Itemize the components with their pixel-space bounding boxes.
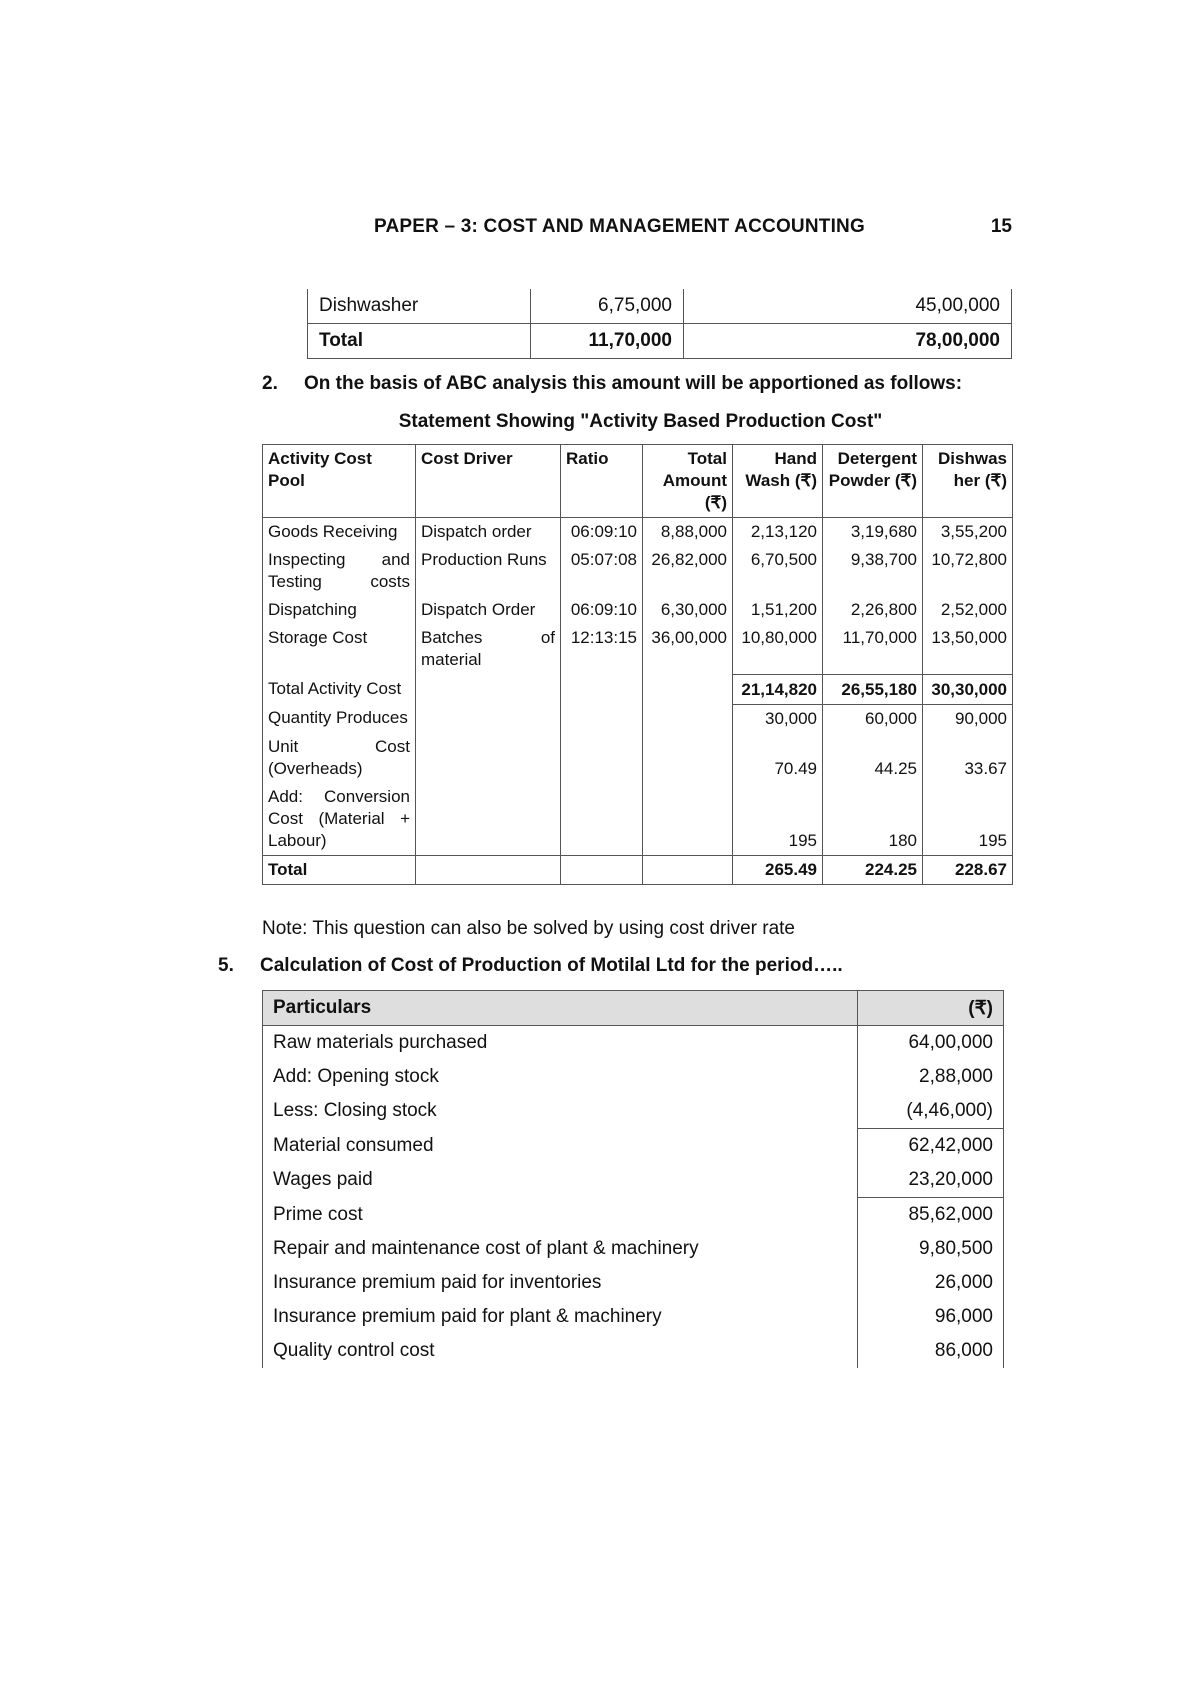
cell-empty <box>561 783 643 856</box>
cell-detergent: 3,19,680 <box>823 518 923 547</box>
header-driver: Cost Driver <box>416 445 561 518</box>
header-amount: (₹) <box>858 991 1004 1026</box>
cell-ratio: 12:13:15 <box>561 624 643 674</box>
cell-ratio: 06:09:10 <box>561 596 643 624</box>
row-label: Add: Opening stock <box>263 1060 858 1094</box>
header-pool: Activity Cost Pool <box>263 445 416 518</box>
row-label: Dishwasher <box>308 289 531 324</box>
row-label: Material consumed <box>263 1129 858 1164</box>
row-label: Prime cost <box>263 1198 858 1233</box>
cell-pool: Quantity Produces <box>263 704 416 733</box>
header-detergent: Detergent Powder (₹) <box>823 445 923 518</box>
cell-ratio: 05:07:08 <box>561 546 643 596</box>
row-value: 9,80,500 <box>858 1232 1004 1266</box>
header-total: Total Amount (₹) <box>643 445 733 518</box>
cell-hand: 1,51,200 <box>733 596 823 624</box>
cell-driver: Batches of material <box>416 624 561 674</box>
table-row <box>263 1300 1004 1334</box>
row-label: Wages paid <box>263 1163 858 1198</box>
row-label: Repair and maintenance cost of plant & machinery <box>263 1232 858 1266</box>
row-value: 23,20,000 <box>858 1163 1004 1198</box>
table-header-row <box>263 445 1013 518</box>
cell-hand: 21,14,820 <box>733 674 823 704</box>
section-5-heading <box>218 955 843 977</box>
cell-hand: 265.49 <box>733 855 823 884</box>
row-value: 2,88,000 <box>858 1060 1004 1094</box>
cell-empty <box>416 855 561 884</box>
cell-ratio: 06:09:10 <box>561 518 643 547</box>
table-row <box>308 289 1012 324</box>
cell-hand: 30,000 <box>733 704 823 733</box>
cell-hand: 70.49 <box>733 733 823 783</box>
table-row <box>263 1334 1004 1368</box>
table-row <box>263 1266 1004 1300</box>
section-2-heading <box>262 373 962 395</box>
cell-pool: Dispatching <box>263 596 416 624</box>
table-row-quantity <box>263 704 1013 733</box>
section-text: On the basis of ABC analysis this amount will be apportioned as follows: <box>304 373 963 394</box>
row-label: Insurance premium paid for inventories <box>263 1266 858 1300</box>
cell-empty <box>416 674 561 704</box>
cell-pool: Goods Receiving <box>263 518 416 547</box>
row-label: Quality control cost <box>263 1334 858 1368</box>
cell-empty <box>561 733 643 783</box>
header-dishwasher: Dishwas her (₹) <box>923 445 1013 518</box>
cell-pool: Unit Cost (Overheads) <box>263 733 416 783</box>
cell-dish: 10,72,800 <box>923 546 1013 596</box>
cell-empty <box>561 855 643 884</box>
row-value: 86,000 <box>858 1334 1004 1368</box>
row-value: 62,42,000 <box>858 1129 1004 1164</box>
row-value: 11,70,000 <box>531 324 684 359</box>
row-value: 6,75,000 <box>531 289 684 324</box>
cell-empty <box>643 783 733 856</box>
row-value: 78,00,000 <box>684 324 1012 359</box>
cell-pool: Inspecting and Testing costs <box>263 546 416 596</box>
cell-empty <box>561 674 643 704</box>
page-title: PAPER – 3: COST AND MANAGEMENT ACCOUNTING <box>374 216 865 237</box>
row-label: Less: Closing stock <box>263 1094 858 1129</box>
table-header-row <box>263 991 1004 1026</box>
cell-detergent: 26,55,180 <box>823 674 923 704</box>
page-header <box>262 216 1012 246</box>
cell-pool: Total <box>263 855 416 884</box>
cell-driver: Dispatch Order <box>416 596 561 624</box>
table-row <box>263 596 1013 624</box>
cell-empty <box>643 704 733 733</box>
table-row-unit-cost <box>263 733 1013 783</box>
cell-dish: 33.67 <box>923 733 1013 783</box>
cell-detergent: 2,26,800 <box>823 596 923 624</box>
cell-dish: 195 <box>923 783 1013 856</box>
cell-total: 26,82,000 <box>643 546 733 596</box>
cell-detergent: 224.25 <box>823 855 923 884</box>
cell-detergent: 44.25 <box>823 733 923 783</box>
cell-empty <box>643 674 733 704</box>
table-row <box>263 624 1013 674</box>
row-label: Raw materials purchased <box>263 1026 858 1061</box>
cell-hand: 6,70,500 <box>733 546 823 596</box>
section-number: 2. <box>262 373 278 394</box>
note-text: Note: This question can also be solved by using cost driver rate <box>262 918 795 939</box>
cell-total: 36,00,000 <box>643 624 733 674</box>
table-row <box>263 518 1013 547</box>
table-row <box>263 1060 1004 1094</box>
cell-detergent: 9,38,700 <box>823 546 923 596</box>
row-value: 85,62,000 <box>858 1198 1004 1233</box>
cell-driver: Dispatch order <box>416 518 561 547</box>
cell-empty <box>416 783 561 856</box>
row-value: 64,00,000 <box>858 1026 1004 1061</box>
table-row <box>263 1232 1004 1266</box>
cell-dish: 30,30,000 <box>923 674 1013 704</box>
cell-pool: Storage Cost <box>263 624 416 674</box>
page-number: 15 <box>990 216 1012 237</box>
table-row <box>263 1026 1004 1061</box>
cell-dish: 90,000 <box>923 704 1013 733</box>
cell-total: 6,30,000 <box>643 596 733 624</box>
row-value: 96,000 <box>858 1300 1004 1334</box>
table-row-total-activity <box>263 674 1013 704</box>
row-value: 26,000 <box>858 1266 1004 1300</box>
section-text: Calculation of Cost of Production of Motilal Ltd for the period….. <box>260 955 843 976</box>
header-hand-wash: Hand Wash (₹) <box>733 445 823 518</box>
cell-total: 8,88,000 <box>643 518 733 547</box>
cell-hand: 2,13,120 <box>733 518 823 547</box>
table-row-total <box>308 324 1012 359</box>
cell-dish: 13,50,000 <box>923 624 1013 674</box>
cell-dish: 2,52,000 <box>923 596 1013 624</box>
cell-pool: Total Activity Cost <box>263 674 416 704</box>
cell-detergent: 60,000 <box>823 704 923 733</box>
cost-of-production-table <box>262 990 1004 1368</box>
cell-hand: 195 <box>733 783 823 856</box>
cell-pool: Add: Conversion Cost (Material + Labour) <box>263 783 416 856</box>
table-row <box>263 1129 1004 1164</box>
continued-table <box>307 289 1012 359</box>
cell-empty <box>416 704 561 733</box>
table-row <box>263 1198 1004 1233</box>
table-row-total <box>263 855 1013 884</box>
cell-empty <box>416 733 561 783</box>
section-number: 5. <box>218 955 234 976</box>
table-row <box>263 546 1013 596</box>
table-row <box>263 1094 1004 1129</box>
row-value: 45,00,000 <box>684 289 1012 324</box>
cell-empty <box>643 733 733 783</box>
header-particulars: Particulars <box>263 991 858 1026</box>
table-row <box>263 1163 1004 1198</box>
cell-empty <box>643 855 733 884</box>
header-ratio: Ratio <box>561 445 643 518</box>
cell-dish: 228.67 <box>923 855 1013 884</box>
cell-detergent: 11,70,000 <box>823 624 923 674</box>
statement-title: Statement Showing "Activity Based Production Cost" <box>398 411 883 432</box>
cell-driver: Production Runs <box>416 546 561 596</box>
table-row-conversion <box>263 783 1013 856</box>
abc-cost-table <box>262 444 1013 885</box>
row-label: Insurance premium paid for plant & machinery <box>263 1300 858 1334</box>
cell-detergent: 180 <box>823 783 923 856</box>
cell-empty <box>561 704 643 733</box>
row-value: (4,46,000) <box>858 1094 1004 1129</box>
cell-dish: 3,55,200 <box>923 518 1013 547</box>
row-label: Total <box>308 324 531 359</box>
cell-hand: 10,80,000 <box>733 624 823 674</box>
